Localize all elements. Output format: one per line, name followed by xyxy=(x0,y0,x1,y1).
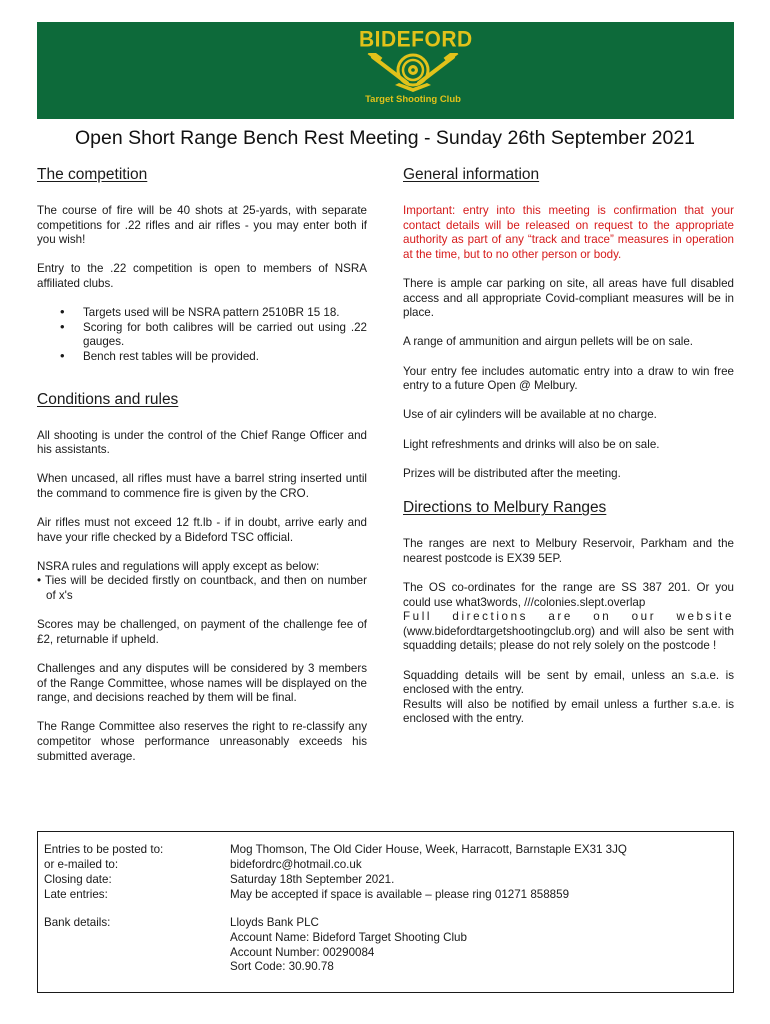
nsra-ties-rule: • Ties will be decided firstly on countback, and then on number of x's xyxy=(37,574,367,603)
directions-os-text: The OS co-ordinates for the range are SS 387 201. Or you could use what3words, ///colonies.slept.overlap xyxy=(403,581,734,609)
list-item: • Targets used will be NSRA pattern 2510BR 15 18. xyxy=(83,306,367,321)
entry-value: Saturday 18th September 2021. xyxy=(230,873,395,886)
entries-box xyxy=(37,831,734,993)
entry-value: bidefordrc@hotmail.co.uk xyxy=(230,858,362,871)
directions-location-text: The ranges are next to Melbury Reservoir, Parkham and the nearest postcode is EX39 5EP. xyxy=(403,537,734,565)
directions-heading: Directions to Melbury Ranges xyxy=(403,499,607,517)
directions-os-block xyxy=(403,581,734,654)
target-rifles-icon xyxy=(367,53,459,93)
conditions-control-text: All shooting is under the control of the Chief Range Officer and his assistants. xyxy=(37,428,367,457)
bank-account-number: Account Number: 00290084 xyxy=(230,945,375,959)
results-text: Results will also be notified by email unless a further s.a.e. is enclosed with the entry. xyxy=(403,697,734,726)
general-refreshments-text: Light refreshments and drinks will also be on sale. xyxy=(403,437,660,451)
list-item: • Scoring for both calibres will be carried out using .22 gauges. xyxy=(83,321,367,350)
squadding-text: Squadding details will be sent by email, unless an s.a.e. is enclosed with the entry. xyxy=(403,668,734,697)
directions-website-text: (www.bidefordtargetshootingclub.org) and will also be sent with squadding details; please do not rely solely on the postcode ! xyxy=(403,624,734,653)
general-draw-text: Your entry fee includes automatic entry into a draw to win free entry to a future Open @ Melbury. xyxy=(403,364,734,393)
conditions-air-rifle-text: Air rifles must not exceed 12 ft.lb - if in doubt, arrive early and have your rifle checked by a Bideford TSC official. xyxy=(37,516,367,544)
important-notice: Important: entry into this meeting is confirmation that your contact details will be released on request to the appropriate authority as part of any “track and trace” measures in operation at the time, but to no other person or body. xyxy=(403,204,734,261)
logo-title: BIDEFORD xyxy=(359,27,473,52)
conditions-heading: Conditions and rules xyxy=(37,390,179,408)
entry-value: May be accepted if space is available – please ring 01271 858859 xyxy=(230,888,570,901)
entry-label: Entries to be posted to: xyxy=(44,843,164,856)
entry-value: Mog Thomson, The Old Cider House, Week, Harracott, Barnstaple EX31 3JQ xyxy=(230,843,627,856)
club-banner xyxy=(37,22,734,119)
competition-bullet-list xyxy=(37,306,367,364)
club-logo xyxy=(359,27,473,114)
competition-course-text: The course of fire will be 40 shots at 25-yards, with separate competitions for .22 rifles and air rifles - you may enter both if you wish! xyxy=(37,204,367,247)
bank-label: Bank details: xyxy=(44,916,111,929)
logo-subtitle: Target Shooting Club xyxy=(365,94,461,105)
conditions-barrel-string-text: When uncased, all rifles must have a barrel string inserted until the command to commence fire is given by the CRO. xyxy=(37,472,367,500)
bank-details xyxy=(230,916,730,975)
competition-heading: The competition xyxy=(37,166,148,183)
right-column xyxy=(403,165,734,727)
entry-label: Closing date: xyxy=(44,873,112,886)
entry-label: Late entries: xyxy=(44,888,108,901)
general-air-cylinders-text: Use of air cylinders will be available at no charge. xyxy=(403,408,657,422)
conditions-nsra-rules xyxy=(37,560,367,604)
bank-name: Lloyds Bank PLC xyxy=(230,916,319,929)
bank-sort-code: Sort Code: 30.90.78 xyxy=(230,960,334,974)
general-ammunition-text: A range of ammunition and airgun pellets will be on sale. xyxy=(403,335,694,349)
directions-squadding-block xyxy=(403,669,734,727)
general-prizes-text: Prizes will be distributed after the meeting. xyxy=(403,466,621,480)
conditions-reclassify-text: The Range Committee also reserves the right to re-classify any competitor whose performance unreasonably exceeds his submitted average. xyxy=(37,720,367,763)
directions-website-line: Full directions are on our website xyxy=(403,610,734,624)
page-title: Open Short Range Bench Rest Meeting - Sunday 26th September 2021 xyxy=(74,127,696,149)
general-heading: General information xyxy=(403,166,540,183)
entry-label: or e-mailed to: xyxy=(44,858,119,871)
list-item: • Bench rest tables will be provided. xyxy=(83,350,367,365)
nsra-rules-lead: NSRA rules and regulations will apply except as below: xyxy=(37,559,320,573)
conditions-challenge-fee-text: Scores may be challenged, on payment of the challenge fee of £2, returnable if upheld. xyxy=(37,618,367,646)
conditions-disputes-text: Challenges and any disputes will be considered by 3 members of the Range Committee, whose names will be displayed on the range, and decisions reached by them will be final. xyxy=(37,662,367,705)
competition-eligibility-text: Entry to the .22 competition is open to members of NSRA affiliated clubs. xyxy=(37,262,367,290)
bank-account-name: Account Name: Bideford Target Shooting Club xyxy=(230,930,467,944)
general-parking-text: There is ample car parking on site, all areas have full disabled access and all appropriate Covid-compliant measures will be in place. xyxy=(403,276,734,320)
left-column xyxy=(37,165,367,779)
